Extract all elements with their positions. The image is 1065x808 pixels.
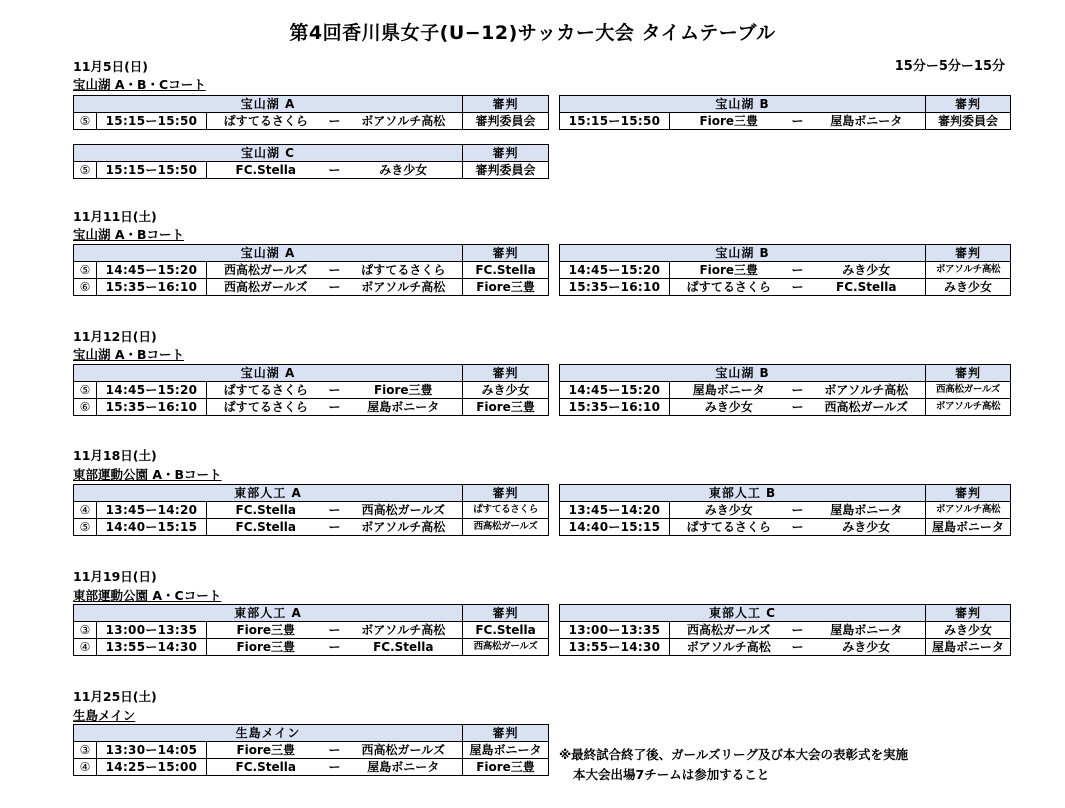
versus-dash: ー <box>325 262 345 279</box>
match-number: ⑤ <box>74 113 97 130</box>
home-team: ボアソルチ高松 <box>670 639 788 656</box>
referee: 西高松ガールズ <box>926 382 1011 399</box>
court-table <box>73 95 549 130</box>
court-name: 東部人工 A <box>74 485 463 502</box>
away-team: Fiore三豊 <box>345 382 463 399</box>
match-time: 14:45ー15:20 <box>97 262 207 279</box>
section-date: 11月25日(土) <box>73 689 157 704</box>
match-time: 15:35ー16:10 <box>97 399 207 416</box>
referee: みき少女 <box>926 622 1011 639</box>
match-time: 14:45ー15:20 <box>97 382 207 399</box>
home-team: ぱすてるさくら <box>670 279 788 296</box>
versus-dash: ー <box>325 519 345 536</box>
table-row <box>74 622 549 639</box>
section-date: 11月19日(日) <box>73 569 157 584</box>
table-row <box>560 399 1011 416</box>
versus-dash: ー <box>788 502 808 519</box>
match-time: 14:45ー15:20 <box>560 262 670 279</box>
home-team: Fiore三豊 <box>670 262 788 279</box>
referee: 西高松ガールズ <box>463 519 549 536</box>
section-venue: 宝山湖 A・B・Cコート <box>73 77 206 92</box>
match-time: 14:40ー15:15 <box>97 519 207 536</box>
versus-dash: ー <box>325 502 345 519</box>
away-team: ボアソルチ高松 <box>345 279 463 296</box>
referee-header: 審判 <box>926 96 1011 113</box>
section-venue: 東部運動公園 A・Cコート <box>73 588 222 603</box>
match-number: ③ <box>74 622 97 639</box>
table-row <box>560 382 1011 399</box>
referee-header: 審判 <box>926 245 1011 262</box>
home-team: FC.Stella <box>207 759 325 776</box>
versus-dash: ー <box>325 162 345 179</box>
referee-header: 審判 <box>463 245 549 262</box>
referee-header: 審判 <box>463 365 549 382</box>
versus-dash: ー <box>788 279 808 296</box>
away-team: ボアソルチ高松 <box>808 382 926 399</box>
referee-header: 審判 <box>463 485 549 502</box>
referee: ボアソルチ高松 <box>926 399 1011 416</box>
away-team: 西高松ガールズ <box>345 742 463 759</box>
match-time: 13:45ー14:20 <box>560 502 670 519</box>
court-table <box>559 604 1011 656</box>
home-team: 西高松ガールズ <box>207 262 325 279</box>
versus-dash: ー <box>325 382 345 399</box>
away-team: 西高松ガールズ <box>345 502 463 519</box>
referee-header: 審判 <box>926 365 1011 382</box>
referee: 西高松ガールズ <box>463 639 549 656</box>
ceremony-note: ※最終試合終了後、ガールズリーグ及び本大会の表彰式を実施 <box>559 747 909 762</box>
table-row <box>74 262 549 279</box>
participation-note: 本大会出場7チームは参加すること <box>573 767 770 782</box>
home-team: FC.Stella <box>207 162 325 179</box>
court-name: 東部人工 B <box>560 485 926 502</box>
court-name: 宝山湖 C <box>74 145 463 162</box>
table-row <box>74 742 549 759</box>
court-name: 東部人工 C <box>560 605 926 622</box>
away-team: FC.Stella <box>345 639 463 656</box>
table-row <box>74 162 549 179</box>
court-table <box>559 244 1011 296</box>
match-time: 14:45ー15:20 <box>560 382 670 399</box>
home-team: Fiore三豊 <box>207 622 325 639</box>
referee: FC.Stella <box>463 262 549 279</box>
court-name: 宝山湖 A <box>74 96 463 113</box>
home-team: 西高松ガールズ <box>670 622 788 639</box>
home-team: みき少女 <box>670 399 788 416</box>
section-date: 11月18日(土) <box>73 448 157 463</box>
table-row <box>560 639 1011 656</box>
away-team: ボアソルチ高松 <box>345 519 463 536</box>
versus-dash: ー <box>788 113 808 130</box>
referee-header: 審判 <box>926 485 1011 502</box>
referee: 審判委員会 <box>463 113 549 130</box>
match-time: 13:45ー14:20 <box>97 502 207 519</box>
match-time: 13:00ー13:35 <box>97 622 207 639</box>
versus-dash: ー <box>325 759 345 776</box>
match-time: 13:55ー14:30 <box>97 639 207 656</box>
versus-dash: ー <box>325 622 345 639</box>
court-table <box>73 724 549 776</box>
table-row <box>560 113 1011 130</box>
versus-dash: ー <box>325 279 345 296</box>
home-team: ぱすてるさくら <box>670 519 788 536</box>
referee-header: 審判 <box>463 605 549 622</box>
away-team: 屋島ボニータ <box>345 759 463 776</box>
court-name: 宝山湖 B <box>560 96 926 113</box>
home-team: FC.Stella <box>207 519 325 536</box>
match-time: 15:35ー16:10 <box>97 279 207 296</box>
court-table <box>559 364 1011 416</box>
match-number: ④ <box>74 759 97 776</box>
court-name: 宝山湖 B <box>560 365 926 382</box>
section-date: 11月11日(土) <box>73 209 157 224</box>
home-team: ぱすてるさくら <box>207 113 325 130</box>
match-time: 15:15ー15:50 <box>560 113 670 130</box>
match-time: 14:40ー15:15 <box>560 519 670 536</box>
match-time: 15:15ー15:50 <box>97 162 207 179</box>
referee: ボアソルチ高松 <box>926 502 1011 519</box>
court-name: 宝山湖 B <box>560 245 926 262</box>
versus-dash: ー <box>788 382 808 399</box>
away-team: ぱすてるさくら <box>345 262 463 279</box>
match-number: ③ <box>74 742 97 759</box>
section-venue: 宝山湖 A・Bコート <box>73 227 185 242</box>
referee: 審判委員会 <box>926 113 1011 130</box>
home-team: 屋島ボニータ <box>670 382 788 399</box>
referee: 屋島ボニータ <box>926 639 1011 656</box>
away-team: ボアソルチ高松 <box>345 622 463 639</box>
away-team: ボアソルチ高松 <box>345 113 463 130</box>
section-venue: 宝山湖 A・Bコート <box>73 347 185 362</box>
referee-header: 審判 <box>926 605 1011 622</box>
match-number: ④ <box>74 639 97 656</box>
referee: みき少女 <box>926 279 1011 296</box>
match-time: 14:25ー15:00 <box>97 759 207 776</box>
match-time: 15:15ー15:50 <box>97 113 207 130</box>
home-team: みき少女 <box>670 502 788 519</box>
court-table <box>73 144 549 179</box>
court-name: 生島メイン <box>74 725 463 742</box>
table-row <box>560 622 1011 639</box>
away-team: 屋島ボニータ <box>345 399 463 416</box>
page-title: 第4回香川県女子(U−12)サッカー大会 タイムテーブル <box>289 22 776 44</box>
match-time: 15:35ー16:10 <box>560 399 670 416</box>
match-number: ⑥ <box>74 279 97 296</box>
referee-header: 審判 <box>463 725 549 742</box>
versus-dash: ー <box>788 262 808 279</box>
court-table <box>73 484 549 536</box>
versus-dash: ー <box>788 622 808 639</box>
match-number: ⑥ <box>74 399 97 416</box>
referee: 審判委員会 <box>463 162 549 179</box>
table-row <box>74 759 549 776</box>
table-row <box>560 519 1011 536</box>
match-time: 13:55ー14:30 <box>560 639 670 656</box>
court-name: 宝山湖 A <box>74 365 463 382</box>
versus-dash: ー <box>788 639 808 656</box>
versus-dash: ー <box>325 742 345 759</box>
home-team: Fiore三豊 <box>670 113 788 130</box>
away-team: みき少女 <box>808 519 926 536</box>
match-number: ⑤ <box>74 262 97 279</box>
home-team: FC.Stella <box>207 502 325 519</box>
referee: FC.Stella <box>463 622 549 639</box>
away-team: FC.Stella <box>808 279 926 296</box>
court-table <box>73 364 549 416</box>
table-row <box>74 382 549 399</box>
referee: Fiore三豊 <box>463 399 549 416</box>
section-venue: 生島メイン <box>73 708 136 723</box>
match-time: 13:30ー14:05 <box>97 742 207 759</box>
referee: 屋島ボニータ <box>926 519 1011 536</box>
match-time: 13:00ー13:35 <box>560 622 670 639</box>
court-table <box>559 484 1011 536</box>
match-number: ⑤ <box>74 519 97 536</box>
away-team: みき少女 <box>808 639 926 656</box>
match-duration-format: 15分ー5分ー15分 <box>894 59 1005 74</box>
versus-dash: ー <box>788 399 808 416</box>
home-team: Fiore三豊 <box>207 639 325 656</box>
match-number: ⑤ <box>74 382 97 399</box>
court-table <box>73 244 549 296</box>
table-row <box>74 113 549 130</box>
table-row <box>74 502 549 519</box>
home-team: Fiore三豊 <box>207 742 325 759</box>
table-row <box>74 279 549 296</box>
table-row <box>74 519 549 536</box>
home-team: 西高松ガールズ <box>207 279 325 296</box>
referee-header: 審判 <box>463 96 549 113</box>
court-name: 東部人工 A <box>74 605 463 622</box>
away-team: 屋島ボニータ <box>808 502 926 519</box>
referee-header: 審判 <box>463 145 549 162</box>
versus-dash: ー <box>788 519 808 536</box>
home-team: ぱすてるさくら <box>207 382 325 399</box>
away-team: みき少女 <box>808 262 926 279</box>
versus-dash: ー <box>325 639 345 656</box>
referee: Fiore三豊 <box>463 759 549 776</box>
table-row <box>74 399 549 416</box>
away-team: 西高松ガールズ <box>808 399 926 416</box>
table-row <box>560 502 1011 519</box>
section-date: 11月12日(日) <box>73 329 157 344</box>
referee: 屋島ボニータ <box>463 742 549 759</box>
court-name: 宝山湖 A <box>74 245 463 262</box>
match-number: ④ <box>74 502 97 519</box>
section-venue: 東部運動公園 A・Bコート <box>73 467 222 482</box>
referee: ぱすてるさくら <box>463 502 549 519</box>
away-team: 屋島ボニータ <box>808 622 926 639</box>
court-table <box>73 604 549 656</box>
match-time: 15:35ー16:10 <box>560 279 670 296</box>
table-row <box>560 262 1011 279</box>
match-number: ⑤ <box>74 162 97 179</box>
section-date: 11月5日(日) <box>73 59 149 74</box>
table-row <box>74 639 549 656</box>
referee: Fiore三豊 <box>463 279 549 296</box>
versus-dash: ー <box>325 113 345 130</box>
home-team: ぱすてるさくら <box>207 399 325 416</box>
referee: みき少女 <box>463 382 549 399</box>
referee: ボアソルチ高松 <box>926 262 1011 279</box>
versus-dash: ー <box>325 399 345 416</box>
table-row <box>560 279 1011 296</box>
away-team: みき少女 <box>345 162 463 179</box>
away-team: 屋島ボニータ <box>808 113 926 130</box>
court-table <box>559 95 1011 130</box>
